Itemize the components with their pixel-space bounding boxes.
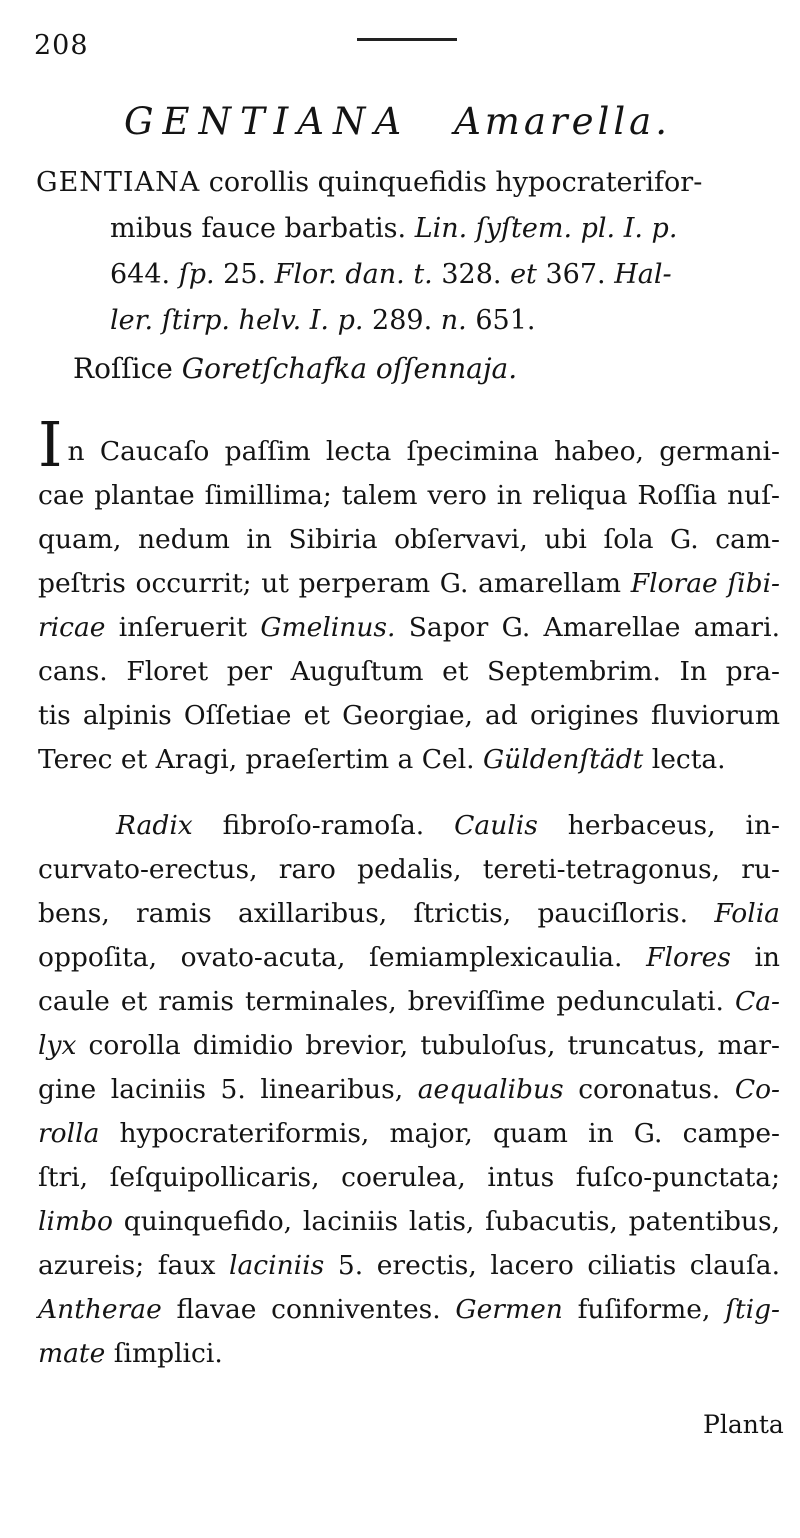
text-line bbox=[38, 518, 780, 562]
text-run: ſimplici. bbox=[105, 1338, 223, 1369]
drop-cap: I bbox=[38, 408, 63, 481]
text-run: lecta. bbox=[643, 744, 726, 775]
text-run: cans. Floret per Auguſtum et Septembrim. In pra- bbox=[38, 656, 780, 687]
species-heading bbox=[124, 100, 671, 143]
text-run: quam, nedum in Sibiria obſervavi, ubi ſola G. cam- bbox=[38, 524, 780, 555]
text-line bbox=[38, 892, 780, 936]
heading-genus: GENTIANA bbox=[124, 100, 411, 143]
text-line bbox=[38, 936, 780, 980]
italic-run: Radix bbox=[116, 810, 193, 841]
synonymy-text: corollis quinquefidis hypocraterifor- bbox=[200, 167, 703, 198]
heading-species: Amarella. bbox=[454, 100, 671, 143]
text-run: curvato-erectus, raro pedalis, tereti-tetragonus, ru- bbox=[38, 854, 780, 885]
text-run: azureis; faux bbox=[38, 1250, 230, 1281]
text-run: cae plantae ſimillima; talem vero in reliqua Roſſia nuſ- bbox=[38, 480, 780, 511]
text-run: corolla dimidio brevior, tubuloſus, truncatus, mar- bbox=[76, 1030, 780, 1061]
italic-run: limbo bbox=[38, 1206, 113, 1237]
header-rule bbox=[357, 38, 457, 41]
vernacular-term: Goretſchafka oſſennaja. bbox=[181, 352, 518, 385]
synonymy-text: 289. bbox=[363, 305, 441, 336]
synonymy-citation: Lin. ſyſtem. pl. I. p. bbox=[414, 213, 678, 244]
text-line bbox=[38, 1068, 780, 1112]
italic-run: ſtig- bbox=[725, 1294, 781, 1325]
italic-run: Güldenſtädt bbox=[483, 744, 644, 775]
text-run: herbaceus, in- bbox=[537, 810, 780, 841]
italic-run: laciniis bbox=[229, 1250, 325, 1281]
text-run: peſtris occurrit; ut perperam G. amarellam bbox=[38, 568, 631, 599]
text-line bbox=[38, 474, 780, 518]
italic-run: rolla bbox=[38, 1118, 100, 1149]
text-line bbox=[38, 804, 780, 848]
synonymy-block bbox=[36, 160, 781, 344]
synonymy-line bbox=[36, 298, 781, 344]
text-run: in bbox=[730, 942, 780, 973]
text-run: oppoſita, ovato-acuta, ſemiamplexicaulia. bbox=[38, 942, 647, 973]
synonymy-text: mibus fauce barbatis. bbox=[110, 213, 415, 244]
text-line bbox=[38, 606, 780, 650]
synonym-genus: GENTIANA bbox=[36, 167, 201, 198]
text-line bbox=[38, 1200, 780, 1244]
synonymy-citation: ler. ſtirp. helv. I. p. bbox=[110, 305, 364, 336]
text-line bbox=[38, 408, 780, 481]
text-line bbox=[38, 1288, 780, 1332]
synonymy-line bbox=[36, 252, 781, 298]
text-run: 5. erectis, lacero ciliatis clauſa. bbox=[324, 1250, 780, 1281]
synonymy-citation: n. bbox=[440, 305, 467, 336]
text-line bbox=[38, 562, 780, 606]
synonymy-line bbox=[36, 206, 781, 252]
text-line bbox=[38, 1244, 780, 1288]
italic-run: Germen bbox=[455, 1294, 563, 1325]
text-run: caule et ramis terminales, breviſſime pedunculati. bbox=[38, 986, 735, 1017]
synonymy-line bbox=[36, 160, 781, 206]
italic-run: lyx bbox=[38, 1030, 77, 1061]
synonymy-citation: ſp. bbox=[178, 259, 215, 290]
text-line bbox=[38, 1156, 780, 1200]
text-line bbox=[38, 738, 780, 782]
text-run: Terec et Aragi, praeſertim a Cel. bbox=[38, 744, 484, 775]
text-line bbox=[38, 694, 780, 738]
text-line bbox=[38, 848, 780, 892]
italic-run: mate bbox=[38, 1338, 106, 1369]
page-number: 208 bbox=[34, 30, 89, 61]
description-paragraph bbox=[38, 804, 780, 1376]
italic-run: Folia bbox=[714, 898, 780, 929]
synonymy-text: 644. bbox=[110, 259, 179, 290]
synonymy-citation: Flor. dan. t. bbox=[274, 259, 433, 290]
text-run: quinquefido, laciniis latis, ſubacutis, patentibus, bbox=[113, 1206, 780, 1237]
italic-run: aequalibus bbox=[417, 1074, 564, 1105]
synonymy-text: 367. bbox=[536, 259, 615, 290]
text-run: fuſiforme, bbox=[562, 1294, 726, 1325]
italic-run: ricae bbox=[38, 612, 106, 643]
vernacular-language: Roſſice bbox=[73, 352, 173, 385]
catchword: Planta bbox=[703, 1410, 784, 1439]
text-run: tis alpinis Oſſetiae et Georgiae, ad origines fluviorum bbox=[38, 700, 780, 731]
text-line bbox=[38, 1332, 780, 1376]
text-run: inſeruerit bbox=[105, 612, 261, 643]
text-run: flavae conniventes. bbox=[161, 1294, 456, 1325]
vernacular-name bbox=[73, 352, 517, 385]
italic-run: Antherae bbox=[38, 1294, 162, 1325]
synonymy-text: 25. bbox=[214, 259, 275, 290]
text-line bbox=[38, 980, 780, 1024]
italic-run: Gmelinus. bbox=[260, 612, 396, 643]
text-run: coronatus. bbox=[563, 1074, 735, 1105]
text-run: n Caucaſo paſſim lecta ſpecimina habeo, germani- bbox=[67, 436, 780, 467]
italic-run: Flores bbox=[646, 942, 731, 973]
text-line bbox=[38, 650, 780, 694]
text-run: Sapor G. Amarellae amari. bbox=[395, 612, 781, 643]
synonymy-citation: Hal- bbox=[614, 259, 672, 290]
text-run: fibroſo-ramoſa. bbox=[192, 810, 455, 841]
text-run: hypocrateriformis, major, quam in G. campe- bbox=[99, 1118, 780, 1149]
synonymy-citation: et bbox=[510, 259, 537, 290]
text-run: bens, ramis axillaribus, ſtrictis, pauciſloris. bbox=[38, 898, 715, 929]
synonymy-text: 651. bbox=[466, 305, 536, 336]
italic-run: Caulis bbox=[454, 810, 538, 841]
synonymy-text: 328. bbox=[432, 259, 511, 290]
italic-run: Co- bbox=[734, 1074, 781, 1105]
text-line bbox=[38, 1112, 780, 1156]
distribution-paragraph bbox=[38, 408, 781, 782]
text-run: ſtri, ſeſquipollicaris, coerulea, intus fuſco-punctata; bbox=[38, 1162, 780, 1193]
italic-run: Florae ſibi- bbox=[630, 568, 780, 599]
text-line bbox=[38, 1024, 780, 1068]
italic-run: Ca- bbox=[734, 986, 780, 1017]
text-run: gine laciniis 5. linearibus, bbox=[38, 1074, 418, 1105]
